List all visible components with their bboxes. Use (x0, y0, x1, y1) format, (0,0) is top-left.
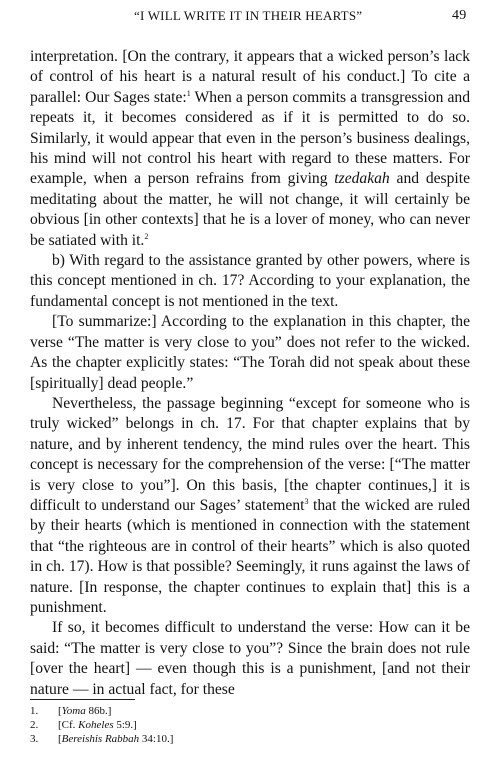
footnote-ref-1: 1 (186, 88, 191, 98)
footnote-ref-3: 3 (304, 496, 309, 506)
paragraph-1-text-b: When a person commits a transgression and repeats it, it becomes considered as if it is permitted to do so. Similarly, it would appear that even in the person’s business dealings, his mind will not control his heart with regard to these matters. For example, when a person refrains from giving (30, 88, 470, 188)
footnote-divider (30, 699, 135, 700)
footnote-text (58, 704, 111, 718)
paragraph-2: b) With regard to the assistance granted by other powers, where is this concept mentioned in ch. 17? According to your explanation, the fundamental concept is not mentioned in the text. (30, 252, 470, 310)
footnote-bracket-open: [ (58, 733, 62, 745)
footnote-3 (30, 732, 470, 746)
body-text (30, 47, 470, 700)
paragraph-5: If so, it becomes difficult to understand the verse: How can it be said: “The matter is very close to you”? Since the brain does not rule [over the heart] — even though this is a punishment, [and not their nature — in actual fact, for these (30, 619, 470, 698)
running-title: “I WILL WRITE IT IN THEIR HEARTS” (134, 8, 363, 23)
paragraph-4-text-a: Nevertheless, the passage beginning “except for someone who is truly wicked” belongs in ch. 17. For that chapter explains that by nature, and by inherent tendency, the mind rules over the heart. This concept is necessary for the comprehension of the verse: [“The matter is very close to you”]. On this basis, [the chapter continues,] it is difficult to understand our Sages’ statement (30, 394, 470, 514)
footnote-bracket-open: [Cf. (58, 719, 79, 731)
footnote-1 (30, 704, 470, 718)
paragraph-1-text-c: and despite meditating about the matter, he will not change, it will certainly be obvious [in other contexts] that he is a lover of money, who can never be satiated with it. (30, 170, 470, 249)
footnote-bracket-open: [ (58, 705, 62, 717)
page-number: 49 (452, 8, 467, 23)
running-head (0, 8, 500, 28)
footnotes (30, 704, 470, 746)
footnote-number: 1. (30, 705, 39, 717)
footnote-number: 3. (30, 733, 39, 745)
footnote-text (58, 718, 137, 732)
footnote-reference: 86b.] (85, 705, 112, 717)
paragraph-4 (30, 394, 470, 618)
footnote-source: Koheles (78, 719, 114, 731)
footnote-number: 2. (30, 719, 39, 731)
footnote-text (58, 732, 173, 746)
paragraph-1 (30, 47, 470, 251)
footnote-reference: 34:10.] (139, 733, 174, 745)
footnote-source: Yoma (61, 705, 86, 717)
paragraph-4-text-b: that the wicked are ruled by their hearts (which is mentioned in connection with the statement that “the righteous are in control of their hearts” which is also quoted in ch. 17). How is that possible? Seemingly, it runs against the laws of nature. [In response, the chapter continues to explain that] this is a punishment. (30, 496, 470, 616)
footnote-2 (30, 718, 470, 732)
term-tzedakah: tzedakah (334, 170, 390, 188)
footnote-reference: 5:9.] (113, 719, 137, 731)
paragraph-1-text-a: interpretation. [On the contrary, it appears that a wicked person’s lack of control of his heart is a natural result of his conduct.] To cite a parallel: Our Sages state: (30, 48, 470, 106)
paragraph-3: [To summarize:] According to the explanation in this chapter, the verse “The matter is very close to you” does not refer to the wicked. As the chapter explicitly states: “The Torah did not speak about these [spiritually] dead people.” (30, 313, 470, 392)
footnote-ref-2: 2 (144, 231, 149, 241)
footnote-source: Bereishis Rabbah (61, 733, 140, 745)
